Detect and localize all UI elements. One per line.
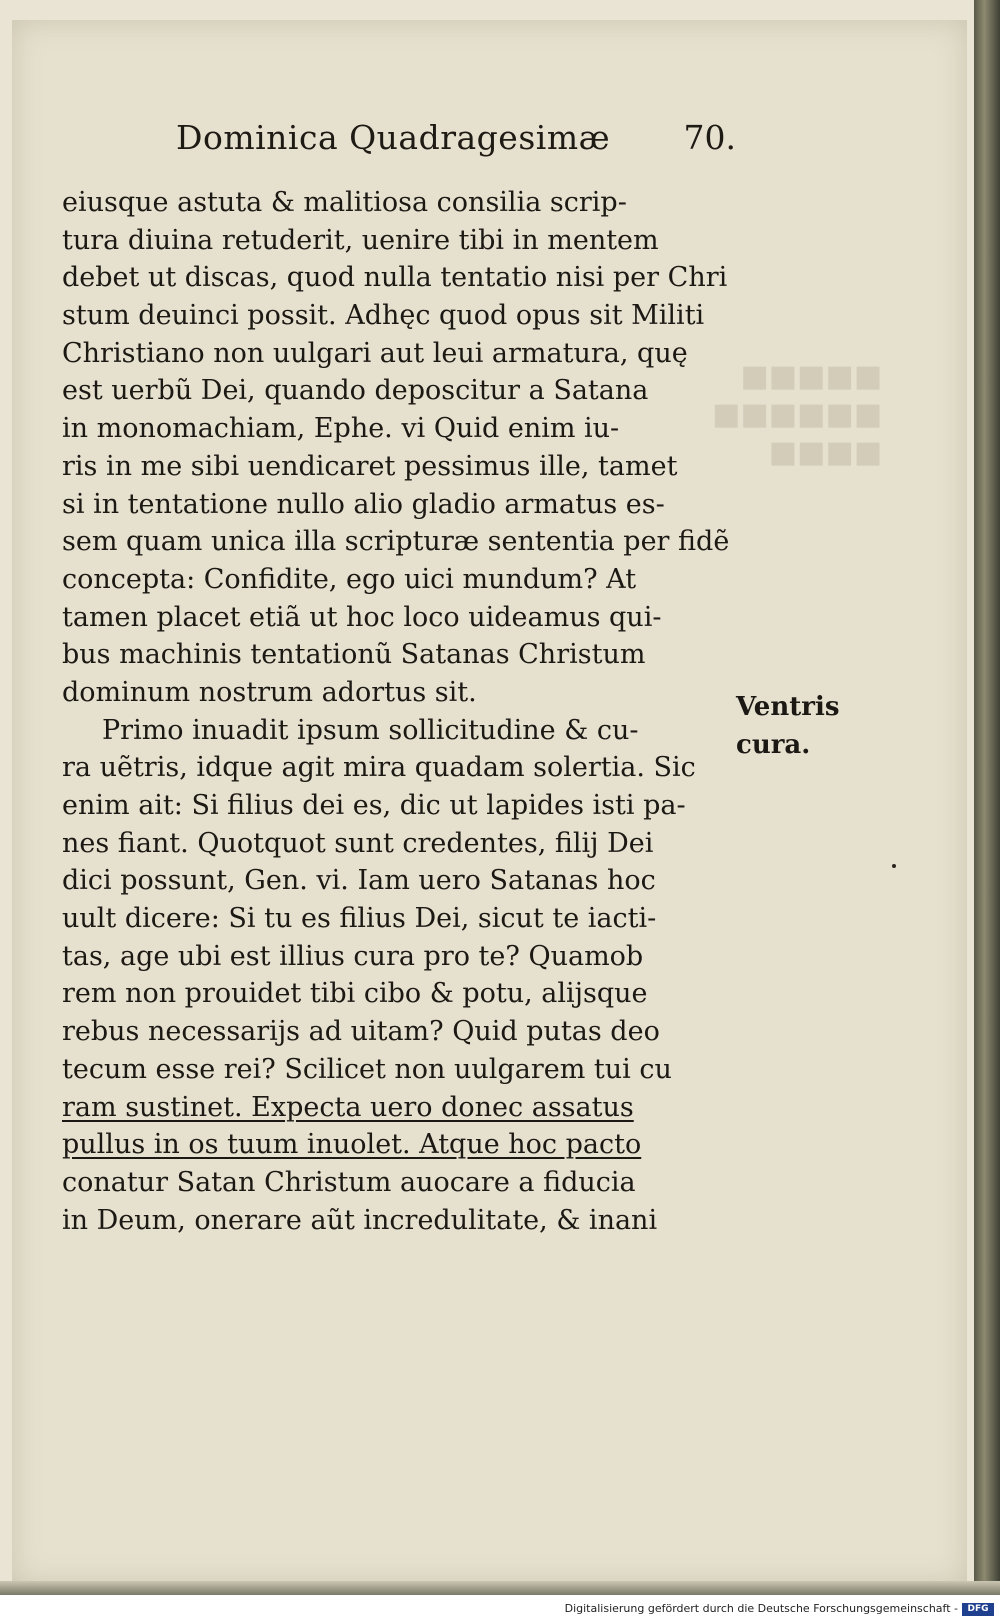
text-line: dominum nostrum adortus sit. <box>62 676 477 708</box>
text-line: stum deuinci possit. Adhęc quod opus sit Militi <box>62 300 705 332</box>
text-line: si in tentatione nullo alio gladio armatus es- <box>62 488 665 520</box>
text-line: sem quam unica illa scripturæ sententia per fidẽ <box>62 526 730 558</box>
text-line: ra uẽtris, idque agit mira quadam solertia. Sic <box>62 752 696 784</box>
ink-speck <box>892 864 896 868</box>
text-line: Christiano non uulgari aut leui armatura, quę <box>62 337 688 369</box>
text-line: tamen placet etiã ut hoc loco uideamus qui- <box>62 601 662 633</box>
text-line: tecum esse rei? Scilicet non uulgarem tui cu <box>62 1053 672 1085</box>
marginal-note-line: cura. <box>736 730 811 760</box>
main-text-block <box>62 184 732 1239</box>
text-line: debet ut discas, quod nulla tentatio nisi per Chri <box>62 262 728 294</box>
book-edge-right <box>974 0 1000 1595</box>
footer-bar <box>0 1595 1000 1623</box>
text-line: bus machinis tentationũ Satanas Christum <box>62 639 646 671</box>
text-line-underlined: ram sustinet. Expecta uero donec assatus <box>62 1091 634 1123</box>
text-line-underlined: concepta: Confidite, ego uici mundum? At <box>62 563 637 595</box>
paragraph-start-line: Primo inuadit ipsum sollicitudine & cu- <box>102 714 639 746</box>
page-number: 70. <box>683 118 736 157</box>
text-line: dici possunt, Gen. vi. Iam uero Satanas hoc <box>62 865 656 897</box>
text-line: conatur Satan Christum auocare a fiducia <box>62 1166 636 1198</box>
text-line: eiusque astuta & malitiosa consilia scrip- <box>62 187 627 218</box>
text-line: est uerbũ Dei, quando deposcitur a Satana <box>62 375 649 407</box>
text-line: uult dicere: Si tu es filius Dei, sicut te iacti- <box>62 903 657 935</box>
book-edge-bottom <box>0 1581 1000 1595</box>
text-line: in monomachiam, Ephe. vi Quid enim iu- <box>62 413 620 445</box>
dfg-logo: DFG <box>962 1603 994 1616</box>
funding-credit: Digitalisierung gefördert durch die Deutsche Forschungsgemeinschaft - <box>564 1602 958 1615</box>
marginal-note <box>736 688 866 764</box>
text-line: ris in me sibi uendicaret pessimus ille, tamet <box>62 450 678 482</box>
text-line: rem non prouidet tibi cibo & potu, alijsque <box>62 978 648 1010</box>
text-line: in Deum, onerare aũt incredulitate, & inani <box>62 1204 658 1236</box>
text-line: rebus necessarijs ad uitam? Quid putas deo <box>62 1016 660 1048</box>
bleed-through-texture: ■■■■■ ■■■■■■ ■■■■ <box>712 359 883 470</box>
text-line: tas, age ubi est illius cura pro te? Quamob <box>62 940 644 972</box>
text-line: nes fiant. Quotquot sunt credentes, filij Dei <box>62 827 654 859</box>
text-line: enim ait: Si filius dei es, dic ut lapides isti pa- <box>62 790 686 821</box>
text-line-underlined: pullus in os tuum inuolet. Atque hoc pacto <box>62 1129 642 1161</box>
page-header <box>176 118 736 168</box>
text-line: tura diuina retuderit, uenire tibi in mentem <box>62 224 659 256</box>
marginal-note-line: Ventris <box>736 692 840 722</box>
running-head: Dominica Quadragesimæ <box>176 118 611 157</box>
